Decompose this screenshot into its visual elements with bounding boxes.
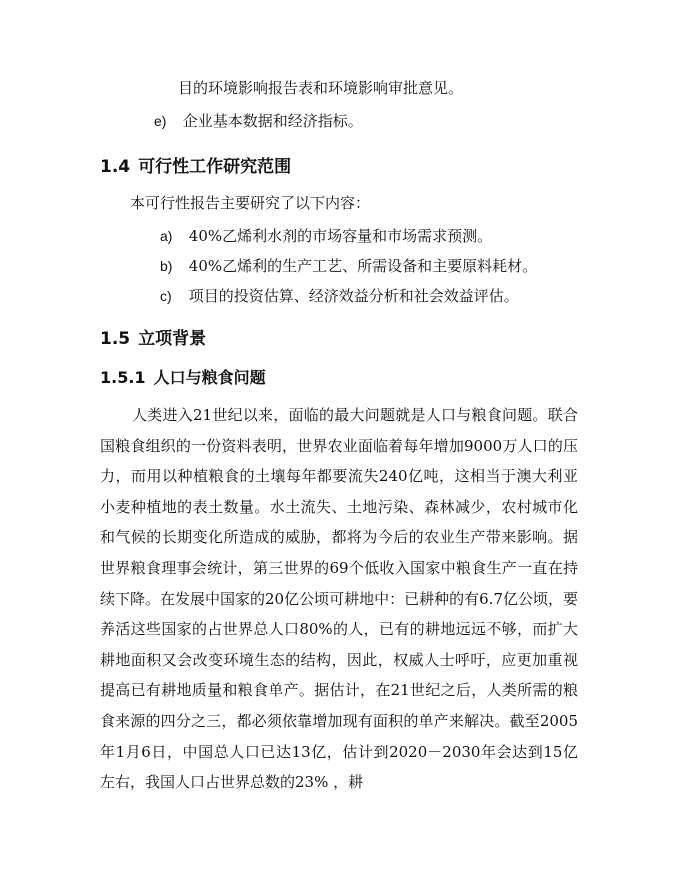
section-title: 可行性工作研究范围	[138, 157, 292, 177]
section-title: 人口与粮食问题	[153, 368, 266, 387]
list-item-b	[160, 256, 537, 276]
section-number: 1.5.1	[100, 368, 146, 387]
body-paragraph	[100, 400, 578, 798]
list-item-e	[154, 111, 363, 131]
list-item-text: 40%乙烯利的生产工艺、所需设备和主要原料耗材。	[188, 257, 538, 275]
section-number: 1.4	[100, 157, 131, 177]
list-marker: c)	[160, 288, 172, 304]
list-item-text: 企业基本数据和经济指标。	[182, 112, 363, 130]
list-item-c	[160, 286, 519, 306]
continuation-text: 目的环境影响报告表和环境影响审批意见。	[178, 79, 464, 97]
list-marker: a)	[160, 228, 173, 244]
section-number: 1.5	[100, 329, 131, 349]
list-item-a	[160, 226, 492, 246]
section-title: 立项背景	[138, 329, 207, 349]
list-item-text: 40%乙烯利水剂的市场容量和市场需求预测。	[188, 227, 493, 245]
list-marker: b)	[160, 258, 173, 274]
section-lead-text: 本可行性报告主要研究了以下内容：	[130, 194, 371, 212]
list-item-text: 项目的投资估算、经济效益分析和社会效益评估。	[188, 287, 519, 305]
list-marker: e)	[154, 113, 167, 129]
section-heading-1-5-1	[100, 367, 266, 389]
section-heading-1-4	[100, 156, 291, 178]
section-heading-1-5	[100, 328, 206, 350]
paragraph-text: 人类进入21世纪以来，面临的最大问题就是人口与粮食问题。联合国粮食组织的一份资料表明，世界农业面临着每年增加9000万人口的压力，而用以种植粮食的土壤每年都要流失240亿吨，这相当于澳大利亚小麦种植地的表土数量。水土流失、土地污染、森林减少，农村城市化和气候的长期变化所造成的威胁，都将为今后的农业生产带来影响。据世界粮食理事会统计，第三世界的69个低收入国家中粮食生产一直在持续下降。在发展中国家的20亿公顷可耕地中：已耕种的有6.7亿公顷，要养活这些国家的占世界总人口80%的人，已有的耕地远远不够，而扩大耕地面积又会改变环境生态的结构，因此，权威人士呼吁，应更加重视提高已有耕地质量和粮食单产。据估计，在21世纪之后，人类所需的粮食来源的四分之三，都必须依靠增加现有面积的单产来解决。截至2005年1月6日，中国总人口已达13亿，估计到2020－2030年会达到15亿左右，我国人口占世界总数的23% ，耕	[100, 406, 578, 792]
